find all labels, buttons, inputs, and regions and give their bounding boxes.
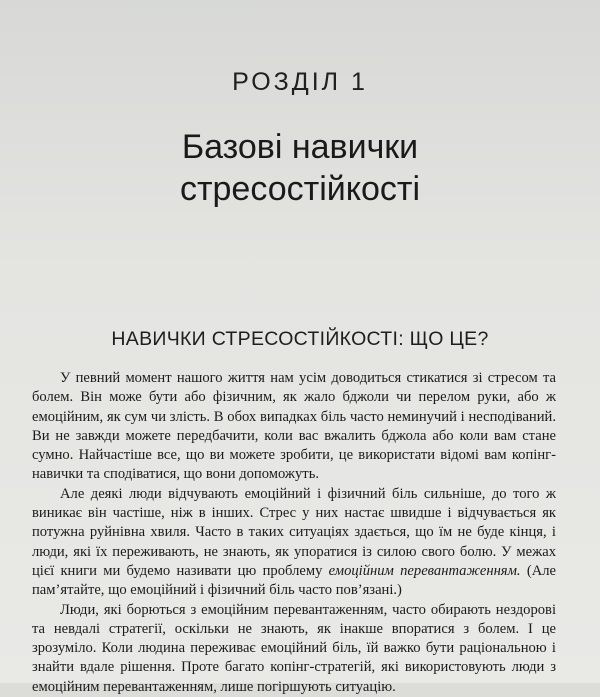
paragraph-2-start: Але деякі люди відчувають емоційний і фізичний біль сильніше, до того ж виникає він частіше, ніж в інших. Стрес у них настає швидше і відчувається як потужна руйнівна хвиля. Часто в таких ситуаціях здається, що їм не буде кінця, і люди, які їх переживають, не знають, як упоратися із силою свого болю. У межах цієї книги ми будемо називати цю проблему <box>32 485 556 579</box>
chapter-label: РОЗДІЛ 1 <box>232 68 368 96</box>
chapter-title-line-2: стресостійкості <box>179 170 421 208</box>
paragraph-2-end: (Але пам’ятайте, що емоційний і фізичний біль часто пов’язані.) <box>32 562 556 599</box>
paragraph-3: Люди, які борються з емоційним перевантаженням, часто обирають нездорові та невдалі стратегії, оскільки не знають, як інакше впоратися з болем. І це зрозуміло. Коли людина переживає емоційний біль, їй важко бути раціональною і знайти вдале рішення. Проте багато копінг-стратегій, які використовують люди з емоційним перевантаженням, лише погіршують ситуацію. <box>32 601 556 695</box>
paragraph-1: У певний момент нашого життя нам усім доводиться стикатися зі стресом та болем. Він може бути або фізичним, як жало бджоли чи перелом руки, або ж емоційним, як сум чи злість. В обох випадках біль часто неминучий і несподіваний. Ви не завжди можете передбачити, коли вас вжалить бджола або коли вам стане сумно. Найчастіше все, що ви можете зробити, це використати відомі вам копінг-навички та сподіватися, що вони допоможуть. <box>32 370 556 483</box>
chapter-title <box>0 126 600 210</box>
paragraph-2 <box>32 485 556 601</box>
chapter-title-line-1: Базові навички <box>181 128 419 166</box>
body-text <box>32 369 556 697</box>
section-heading: НАВИЧКИ СТРЕСОСТІЙКОСТІ: ЩО ЦЕ? <box>111 328 489 350</box>
paragraph-2-emphasis: емоційним перевантаженням. <box>328 562 521 579</box>
